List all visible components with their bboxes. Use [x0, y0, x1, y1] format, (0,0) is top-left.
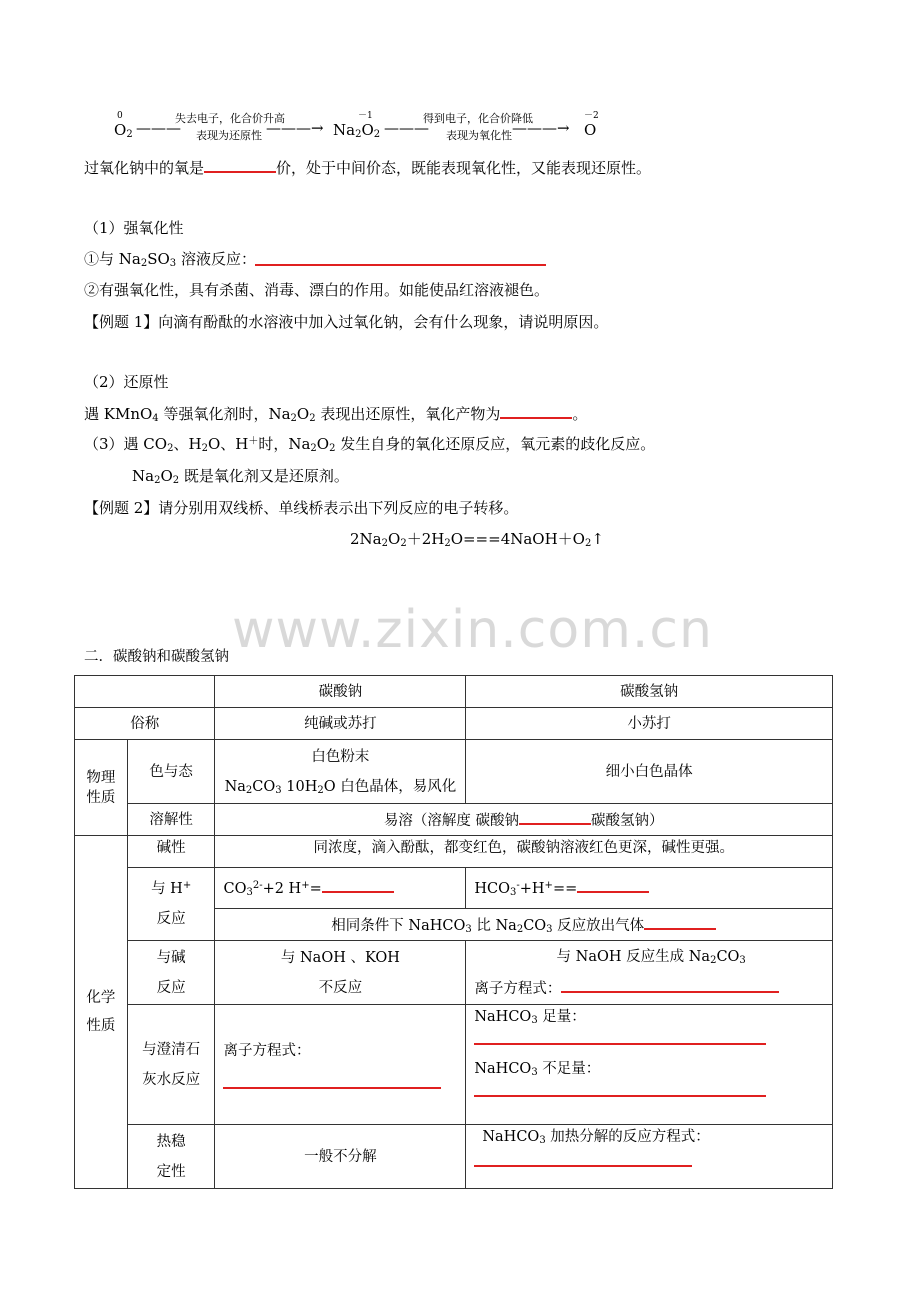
example-1: 【例题 1】向滴有酚酞的水溶液中加入过氧化钠，会有什么现象，请说明原因。 — [84, 313, 609, 331]
watermark: www.zixin.com.cn — [232, 600, 713, 660]
answer-blank-gas-rate[interactable] — [644, 914, 716, 930]
answer-blank-na2so3[interactable] — [255, 264, 546, 266]
cell-acid-na2co3: $CO_3^{2-}+2$ H+= — [215, 868, 466, 909]
cell-common-na2co3: 纯碱或苏打 — [215, 708, 466, 740]
ox-state-right: －2 — [584, 111, 599, 121]
cell-common-nahco3: 小苏打 — [466, 708, 833, 740]
section2-title: 二．碳酸钠和碳酸氢钠 — [84, 649, 229, 665]
row-label-common-name: 俗称 — [75, 708, 215, 740]
heading-strong-oxidizing: （1）强氧化性 — [84, 219, 184, 237]
cell-acid-compare: 相同条件下 NaHCO$_3$ 比 $Na_2CO_3$ 反应放出气体 — [215, 909, 833, 941]
cell-color-na2co3: 白色粉末 $Na_2CO_3$ $10H_2O$ 白色晶体，易风化 — [215, 740, 466, 804]
answer-blank-solubility[interactable] — [519, 809, 591, 825]
table-row — [75, 804, 833, 836]
cell-heat-na2co3: 一般不分解 — [215, 1125, 466, 1189]
table-row — [75, 1125, 833, 1189]
intro-line: 过氧化钠中的氧是 价，处于中间价态，既能表现氧化性，又能表现还原性。 — [84, 159, 652, 177]
cell-acid-nahco3: $HCO_3^-+H^+==$ — [466, 868, 833, 909]
answer-blank-oxidation-product[interactable] — [500, 403, 572, 419]
arrow-dashes-right: ———→ — [512, 119, 570, 137]
table-row — [75, 740, 833, 804]
cell-heat-nahco3: NaHCO$_3$ 加热分解的反应方程式： — [466, 1125, 833, 1189]
cell-alkali-na2co3: 与 NaOH 、KOH 不反应 — [215, 941, 466, 1005]
example-2: 【例题 2】请分别用双线桥、单线桥表示出下列反应的电子转移。 — [84, 499, 519, 517]
answer-blank-alkali-ionic[interactable] — [561, 977, 779, 993]
table-row — [75, 836, 833, 868]
cell-limewater-nahco3: NaHCO$_3$ 足量： NaHCO$_3$ 不足量： — [466, 1005, 833, 1125]
arrow-dashes-left: ——— — [136, 119, 181, 137]
table-row — [75, 868, 833, 909]
row-label-color-state: 色与态 — [127, 740, 215, 804]
line-disproportionation: （3）遇 $CO_2$、$H_2O$、H＋时，$Na_2O_2$ 发生自身的氧化还原反应，氧元素的歧化反应。 — [84, 435, 656, 454]
table-row — [75, 941, 833, 1005]
row-label-basicity: 碱性 — [127, 836, 215, 868]
species-right: O — [584, 121, 597, 139]
cell-limewater-na2co3: 离子方程式： — [215, 1005, 466, 1125]
group-label-chemical: 化学 性质 — [75, 836, 128, 1189]
row-label-thermal-stability: 热稳 定性 — [127, 1125, 215, 1189]
answer-blank-limewater-na2co3[interactable] — [223, 1087, 441, 1089]
header-empty-cell — [75, 676, 215, 708]
header-nahco3: 碳酸氢钠 — [466, 676, 833, 708]
ox-state-left: 0 — [117, 111, 123, 121]
answer-blank-heat-decomposition[interactable] — [474, 1165, 692, 1167]
ox-state-mid: －1 — [358, 111, 373, 121]
answer-blank-limewater-excess[interactable] — [474, 1043, 766, 1045]
reaction-equation: $2Na_2O_2+2H_2O===4NaOH+O_2↑$ — [350, 530, 604, 549]
line-na2so3: ①与 $Na_2SO_3$ 溶液反应： — [84, 250, 256, 269]
gain-electron-label: 得到电子，化合价降低 — [423, 112, 533, 125]
row-label-acid-reaction: 与 H+ 反应 — [127, 868, 215, 941]
row-label-limewater: 与澄清石 灰水反应 — [127, 1005, 215, 1125]
cell-solubility: 易溶（溶解度 碳酸钠 碳酸氢钠） — [215, 804, 833, 836]
group-label-physical: 物理 性质 — [75, 740, 128, 836]
comparison-table — [74, 675, 833, 1189]
cell-alkali-nahco3: 与 NaOH 反应生成 $Na_2CO_3$ 离子方程式： — [466, 941, 833, 1005]
table-row — [75, 708, 833, 740]
answer-blank-acid-nahco3[interactable] — [577, 877, 649, 893]
species-mid: $Na_2O_2$ — [333, 121, 381, 140]
table-row — [75, 1005, 833, 1125]
reducing-label: 表现为还原性 — [196, 129, 262, 142]
line-kmno4: 遇 KMnO$_4$ 等强氧化剂时，$Na_2O_2$ 表现出还原性，氧化产物为 。 — [84, 405, 588, 424]
lose-electron-label: 失去电子，化合价升高 — [175, 112, 285, 125]
row-label-solubility: 溶解性 — [127, 804, 215, 836]
table-row — [75, 676, 833, 708]
oxidizing-label: 表现为氧化性 — [446, 129, 512, 142]
arrow-dashes-mid2: ——— — [384, 119, 429, 137]
answer-blank-acid-na2co3[interactable] — [322, 877, 394, 893]
heading-reducing: （2）还原性 — [84, 373, 169, 391]
line-both-agents: $Na_2O_2$ 既是氧化剂又是还原剂。 — [132, 467, 349, 486]
row-label-alkali-reaction: 与碱 反应 — [127, 941, 215, 1005]
species-left: $O_2$ — [114, 121, 133, 140]
cell-basicity: 同浓度，滴入酚酞，都变红色，碳酸钠溶液红色更深，碱性更强。 — [215, 836, 833, 868]
line-bleaching: ②有强氧化性，具有杀菌、消毒、漂白的作用。如能使品红溶液褪色。 — [84, 281, 550, 299]
header-na2co3: 碳酸钠 — [215, 676, 466, 708]
arrow-dashes-mid1: ———→ — [266, 119, 324, 137]
cell-color-nahco3: 细小白色晶体 — [466, 740, 833, 804]
answer-blank-limewater-deficient[interactable] — [474, 1095, 766, 1097]
answer-blank-valence[interactable] — [204, 157, 276, 173]
